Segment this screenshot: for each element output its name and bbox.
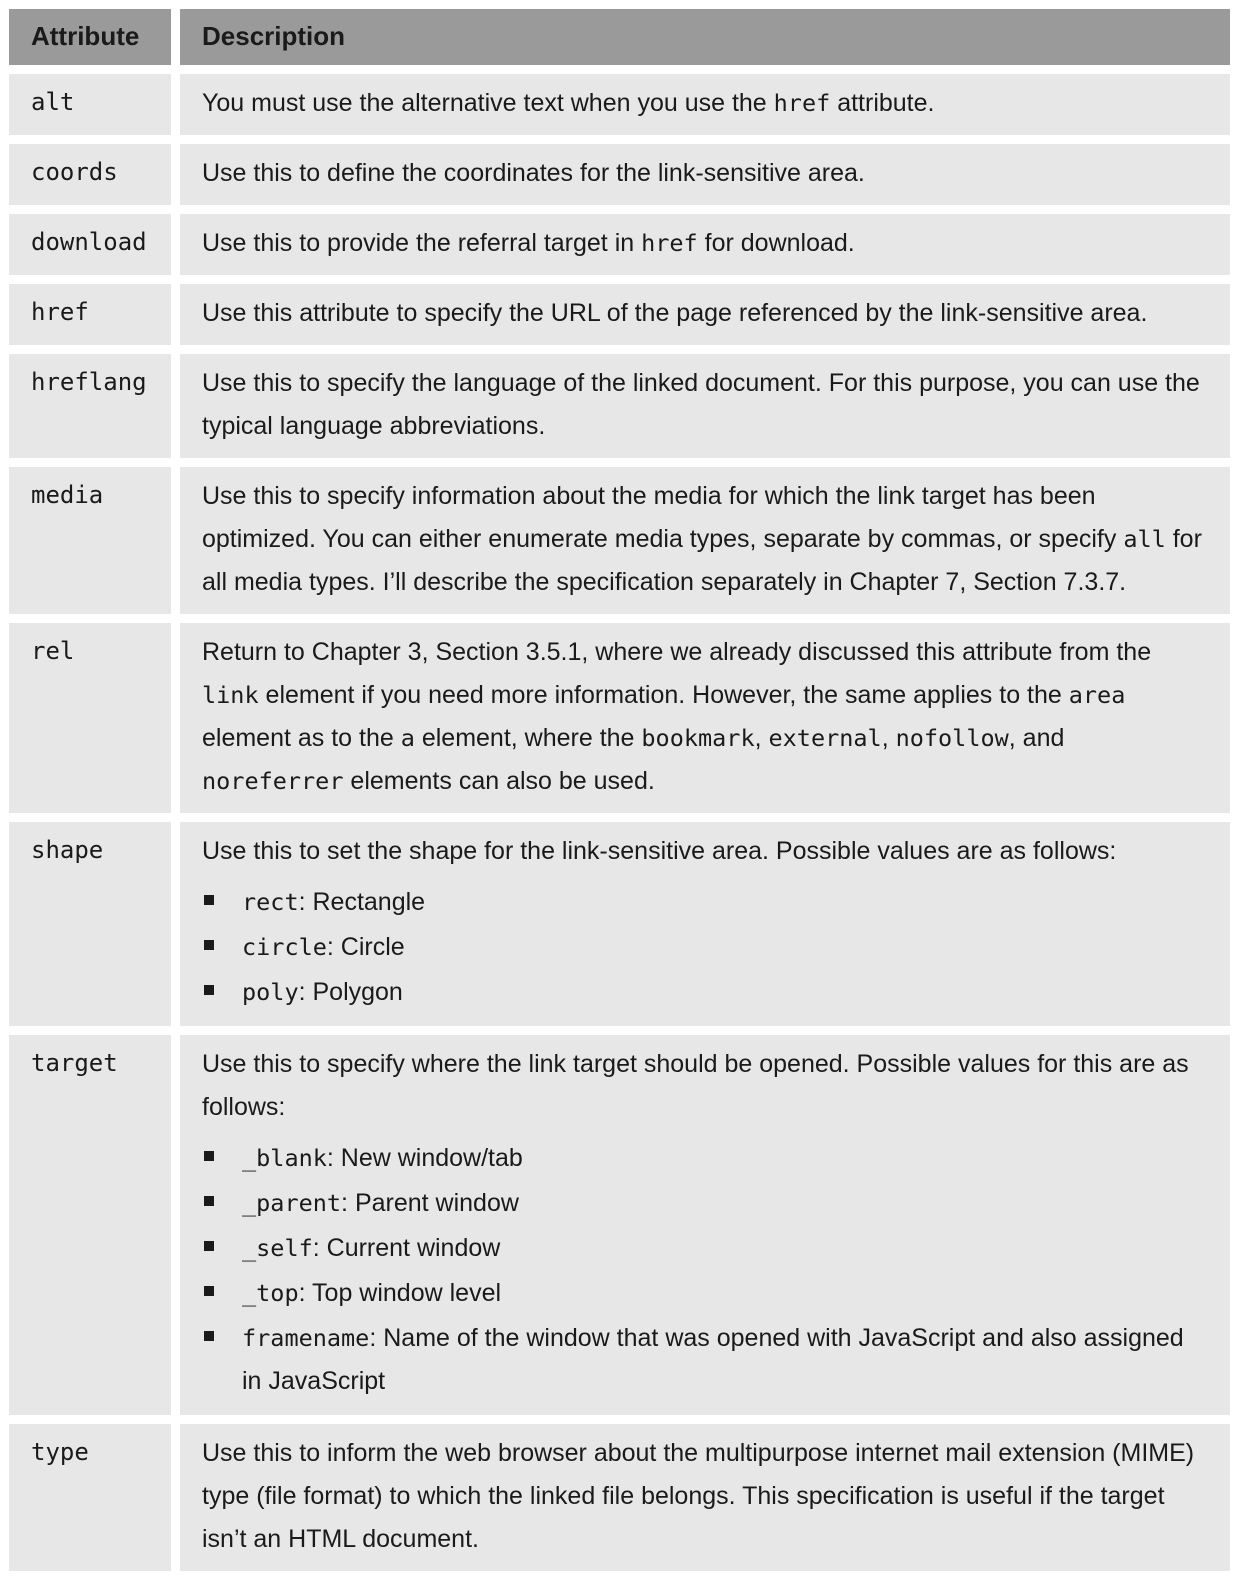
description-cell [180, 1035, 1230, 1415]
attribute-cell: target [9, 1035, 171, 1415]
inline-code: circle [242, 932, 327, 961]
text-run: : Current window [312, 1233, 501, 1262]
text-run: , [881, 723, 896, 752]
description-cell [180, 284, 1230, 345]
inline-code: href [641, 228, 698, 257]
inline-code: href [773, 88, 831, 117]
text-run: Use this to inform the web browser about the multipurpose internet mail extension (MIME) type (file format) to which the linked file belongs. This specification is useful if the target isn’t an HTML document. [202, 1438, 1195, 1553]
text-run: element, where the [414, 723, 642, 752]
value-list-item [202, 926, 1208, 969]
text-run: , [754, 723, 769, 752]
attribute-cell: href [9, 284, 171, 345]
text-run: for download. [697, 228, 855, 257]
description-cell [180, 214, 1230, 275]
text-run: : Circle [326, 932, 405, 961]
attribute-cell: hreflang [9, 354, 171, 458]
inline-code: external [768, 723, 882, 752]
text-run: Use this to provide the referral target in [202, 228, 642, 257]
value-list-item [202, 1137, 1208, 1180]
text-run: : Top window level [298, 1278, 502, 1307]
bullet-square-icon [204, 895, 214, 905]
value-list-item [202, 1317, 1208, 1403]
inline-code: poly [242, 977, 299, 1006]
text-run: Use this to specify where the link target should be opened. Possible values for this are as follows: [202, 1049, 1189, 1121]
table-row-type [9, 1424, 1230, 1571]
bullet-square-icon [204, 1331, 214, 1341]
inline-code: _top [242, 1278, 299, 1307]
text-run: : Rectangle [298, 887, 426, 916]
description-paragraph [202, 82, 1208, 125]
description-cell [180, 623, 1230, 813]
text-run: : Name of the window that was opened with JavaScript and also assigned in JavaScript [242, 1323, 1184, 1395]
table-row-rel [9, 623, 1230, 813]
text-run: attribute. [830, 88, 935, 117]
inline-code: noreferrer [202, 766, 344, 795]
table-body [9, 74, 1230, 1571]
value-list [202, 1137, 1208, 1403]
text-run: element if you need more information. However, the same applies to the [258, 680, 1069, 709]
inline-code: framename [242, 1323, 370, 1352]
inline-code: _self [242, 1233, 313, 1262]
text-run: elements can also be used. [343, 766, 655, 795]
inline-code: nofollow [895, 723, 1009, 752]
bullet-square-icon [204, 1196, 214, 1206]
attribute-cell: type [9, 1424, 171, 1571]
attribute-cell: rel [9, 623, 171, 813]
inline-code: a [400, 723, 415, 752]
description-paragraph [202, 362, 1208, 448]
value-list-text [242, 1144, 523, 1172]
description-paragraph [202, 475, 1208, 604]
description-cell [180, 354, 1230, 458]
bullet-square-icon [204, 1151, 214, 1161]
value-list-text [242, 1279, 501, 1307]
description-cell [180, 1424, 1230, 1571]
value-list-item [202, 971, 1208, 1014]
text-run: : Parent window [341, 1188, 519, 1217]
bullet-square-icon [204, 985, 214, 995]
text-run: : New window/tab [326, 1143, 523, 1172]
header-cell-attribute: Attribute [9, 9, 171, 65]
description-cell [180, 144, 1230, 205]
text-run: Use this to specify information about the media for which the link target has been optimized. You can either enumerate media types, separate by commas, or specify [202, 481, 1124, 553]
inline-code: all [1123, 524, 1166, 553]
value-list-text [242, 888, 425, 916]
text-run: Use this attribute to specify the URL of the page referenced by the link-sensitive area. [202, 298, 1148, 327]
text-run: Use this to define the coordinates for the link-sensitive area. [202, 158, 865, 187]
value-list-text [242, 1189, 519, 1217]
text-run: : Polygon [298, 977, 403, 1006]
description-paragraph [202, 1043, 1208, 1129]
attribute-cell: coords [9, 144, 171, 205]
attribute-cell: media [9, 467, 171, 614]
value-list-text [242, 1324, 1184, 1395]
table-row-media [9, 467, 1230, 614]
description-paragraph [202, 631, 1208, 803]
value-list-item [202, 881, 1208, 924]
table-row-coords [9, 144, 1230, 205]
inline-code: bookmark [641, 723, 755, 752]
header-cell-description: Description [180, 9, 1230, 65]
bullet-square-icon [204, 940, 214, 950]
text-run: Return to Chapter 3, Section 3.5.1, where we already discussed this attribute from the [202, 637, 1152, 666]
text-run: Use this to set the shape for the link-sensitive area. Possible values are as follows: [202, 836, 1117, 865]
description-paragraph [202, 292, 1208, 335]
description-paragraph [202, 152, 1208, 195]
table-row-alt [9, 74, 1230, 135]
value-list-text [242, 1234, 500, 1262]
value-list-item [202, 1227, 1208, 1270]
text-run: element as to the [202, 723, 401, 752]
value-list-text [242, 933, 405, 961]
description-paragraph [202, 222, 1208, 265]
text-run: , and [1008, 723, 1065, 752]
inline-code: link [202, 680, 259, 709]
bullet-square-icon [204, 1286, 214, 1296]
table-row-hreflang [9, 354, 1230, 458]
description-cell [180, 822, 1230, 1026]
table-row-target [9, 1035, 1230, 1415]
attribute-cell: alt [9, 74, 171, 135]
table-row-download [9, 214, 1230, 275]
text-run: You must use the alternative text when you use the [202, 88, 774, 117]
description-paragraph [202, 830, 1208, 873]
inline-code: _blank [242, 1143, 327, 1172]
table-row-href [9, 284, 1230, 345]
description-cell [180, 74, 1230, 135]
description-cell [180, 467, 1230, 614]
table-row-shape [9, 822, 1230, 1026]
value-list-text [242, 978, 403, 1006]
bullet-square-icon [204, 1241, 214, 1251]
value-list-item [202, 1182, 1208, 1225]
inline-code: rect [242, 887, 299, 916]
description-paragraph [202, 1432, 1208, 1561]
value-list [202, 881, 1208, 1014]
attribute-cell: shape [9, 822, 171, 1026]
text-run: for all media types. I’ll describe the specification separately in Chapter 7, Section 7.3.7. [202, 524, 1202, 596]
table-header [9, 9, 1230, 65]
attribute-cell: download [9, 214, 171, 275]
inline-code: _parent [242, 1188, 342, 1217]
value-list-item [202, 1272, 1208, 1315]
text-run: Use this to specify the language of the linked document. For this purpose, you can use the typical language abbreviations. [202, 368, 1200, 440]
header-row [9, 9, 1230, 65]
inline-code: area [1068, 680, 1126, 709]
